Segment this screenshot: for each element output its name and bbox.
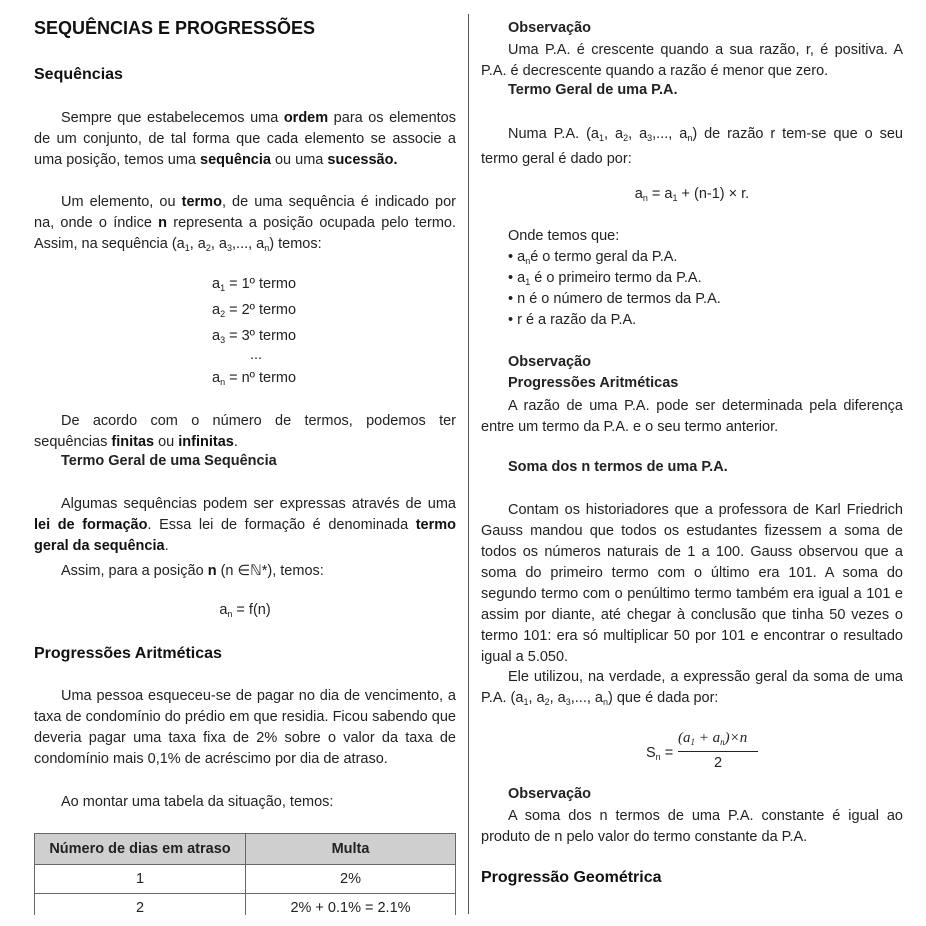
observation-text-crescente: Uma P.A. é crescente quando a sua razão, r, é positiva. A P.A. é decrescente quando a razão é menor que zero.: [481, 42, 903, 79]
subheading-termo-geral-sequencia: Termo Geral de uma Sequência: [61, 453, 277, 469]
paragraph-termo: Um elemento, ou termo, de uma sequência é indicado por na, onde o índice n representa a posição ocupada pelo termo. Assim, na sequência ($a_1$, $a_2$, $a_3$,..., $a_n$) temos:: [34, 194, 456, 253]
list-item: • $a_1$ é o primeiro termo da P.A.: [508, 270, 702, 287]
paragraph-finitas: De acordo com o número de termos, podemos ter sequências finitas ou infinitas.: [34, 413, 456, 450]
table-cell: 1: [35, 865, 246, 894]
table-header: Multa: [246, 834, 456, 865]
sequence-line: $a_n$ = nº termo: [212, 370, 297, 387]
table-cell: 2: [35, 894, 246, 916]
formula-an-fn: $a_n = f(n)$: [219, 602, 271, 619]
onde-temos: Onde temos que:: [508, 228, 620, 244]
table-header-row: [35, 834, 456, 865]
list-item: • $a_né$ o termo geral da P.A.: [508, 249, 678, 266]
fraction-bar: [678, 751, 758, 752]
paragraph-numa-pa: Numa P.A. ($a_1$, $a_2$, $a_3$,..., $a_n$) de razão r tem-se que o seu termo geral é dado por:: [481, 126, 903, 167]
observation-subtitle: Progressões Aritméticas: [508, 375, 679, 391]
list-item: • n é o número de termos da P.A.: [508, 291, 721, 307]
section-heading-pa: Progressões Aritméticas: [34, 645, 222, 662]
sequence-line: $a_1$ = 1º termo: [212, 276, 297, 293]
paragraph-gauss: Contam os historiadores que a professora de Karl Friedrich Gauss mandou que todos os estudantes fizessem a soma de todos os números naturais de 1 a 100. Gauss observou que a soma do primeiro termo com o último era 101. A soma do segundo termo com o penúltimo termo também era igual a 101 e assim por diante, até chegar à conclusão que tinha 50 vezes o termo 101: era só multiplicar 50 por 101 e encontrar o resultado igual a 5.050.: [481, 502, 903, 665]
section-heading-pg: Progressão Geométrica: [481, 869, 662, 886]
subheading-termo-geral-pa: Termo Geral de uma P.A.: [508, 82, 678, 98]
paragraph-expressao-geral: Ele utilizou, na verdade, a expressão geral da soma de uma P.A. ($a_1$, $a_2$, $a_3$,..., $a_n$) que é dada por:: [481, 669, 903, 707]
table-row: [35, 865, 456, 894]
sn-lhs: $S_n$ =: [646, 745, 674, 762]
paragraph-condominio: Uma pessoa esqueceu-se de pagar no dia de vencimento, a taxa de condomínio do prédio em que residia. Ficou sabendo que deveria pagar uma taxa fixa de 2% sobre o valor da taxa de condomínio mais 0,1% de acréscimo por dia de atraso.: [34, 688, 456, 767]
table-row: [35, 894, 456, 916]
observation-title: Observação: [508, 20, 592, 36]
paragraph-lei-formacao: Algumas sequências podem ser expressas através de uma lei de formação. Essa lei de formação é denominada termo geral da sequência.: [34, 496, 457, 554]
subheading-soma-pa: Soma dos n termos de uma P.A.: [508, 459, 728, 475]
sn-denominator: 2: [714, 755, 723, 771]
section-heading-sequencias: Sequências: [34, 66, 123, 83]
list-item: • r é a razão da P.A.: [508, 312, 637, 328]
column-divider: [468, 14, 469, 914]
observation-title: Observação: [508, 354, 592, 370]
paragraph-tabela: Ao montar uma tabela da situação, temos:: [61, 794, 334, 810]
table-cell: 2% + 0.1% = 2.1%: [246, 894, 456, 916]
paragraph-ordem: Sempre que estabelecemos uma ordem para os elementos de um conjunto, de tal forma que cada elemento se associe a uma posição, temos uma sequência ou uma sucessão.: [34, 110, 456, 168]
sn-numerator: $(a_1 + a_n)\times n$: [678, 730, 748, 747]
observation-text-constante: A soma dos n termos de uma P.A. constante é igual ao produto de n pelo valor do termo constante da P.A.: [481, 808, 903, 845]
table-cell: 2%: [246, 865, 456, 894]
page-title: SEQUÊNCIAS E PROGRESSÕES: [34, 18, 316, 38]
observation-title: Observação: [508, 786, 592, 802]
formula-termo-geral-pa: $a_n = a_1 + (n-1) \times r$.: [634, 186, 750, 203]
paragraph-posicao-n: Assim, para a posição n (n ∈ℕ*), temos:: [61, 563, 324, 579]
table-header: Número de dias em atraso: [35, 834, 246, 865]
multa-table: [34, 833, 456, 915]
sequence-line: $a_2$ = 2º termo: [212, 302, 297, 319]
observation-text-razao: A razão de uma P.A. pode ser determinada pela diferença entre um termo da P.A. e o seu termo anterior.: [481, 398, 903, 435]
sequence-line: $a_3$ = 3º termo: [212, 328, 297, 345]
table-clip: [34, 833, 456, 915]
sequence-ellipsis: ...: [250, 347, 263, 363]
